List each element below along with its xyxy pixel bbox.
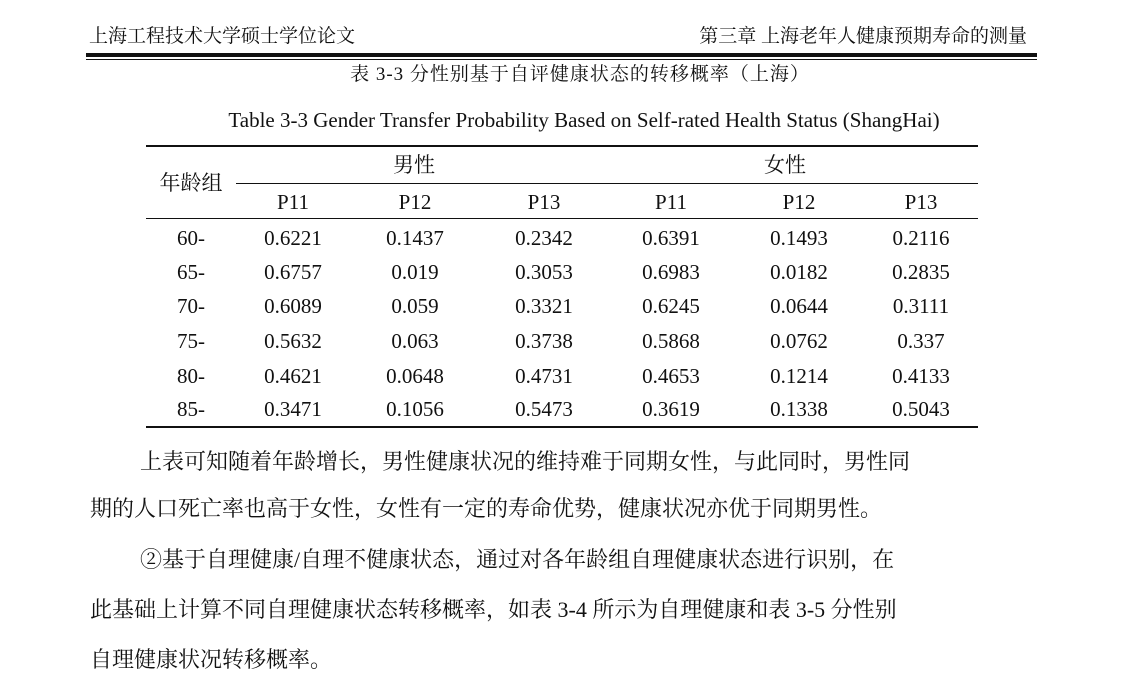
age-cell: 80- [177, 364, 205, 388]
value-cell: 0.6391 [642, 226, 700, 250]
value-cell: 0.2835 [892, 260, 950, 284]
value-cell: 0.5043 [892, 397, 950, 421]
value-cell: 0.4653 [642, 364, 700, 388]
value-cell: 0.019 [391, 260, 439, 284]
value-cell: 0.5632 [264, 329, 322, 353]
body-paragraph-line: 上表可知随着年龄增长，男性健康状况的维持难于同期女性，与此同时，男性同 [140, 449, 911, 474]
table-bottom-rule [146, 426, 978, 428]
value-cell: 0.2342 [515, 226, 573, 250]
value-cell: 0.6221 [264, 226, 322, 250]
value-cell: 0.1214 [770, 364, 828, 388]
row-header-age-group: 年龄组 [159, 171, 223, 195]
group-header-male: 男性 [393, 153, 435, 177]
value-cell: 0.3471 [264, 397, 322, 421]
value-cell: 0.2116 [892, 226, 950, 250]
value-cell: 0.1493 [770, 226, 828, 250]
value-cell: 0.0182 [770, 260, 828, 284]
value-cell: 0.337 [897, 329, 945, 353]
value-cell: 0.6245 [642, 294, 700, 318]
value-cell: 0.5473 [515, 397, 573, 421]
age-cell: 85- [177, 397, 205, 421]
group-rule-female [536, 183, 978, 184]
header-rule-thin [86, 59, 1037, 60]
value-cell: 0.6089 [264, 294, 322, 318]
value-cell: 0.0762 [770, 329, 828, 353]
value-cell: 0.3053 [515, 260, 573, 284]
column-header: P13 [527, 190, 561, 214]
running-header [89, 24, 1037, 50]
value-cell: 0.063 [391, 329, 439, 353]
age-cell: 70- [177, 294, 205, 318]
table-caption-en: Table 3-3 Gender Transfer Probability Based on Self-rated Health Status (ShangHai) [228, 108, 940, 132]
column-header: P13 [904, 190, 938, 214]
value-cell: 0.6983 [642, 260, 700, 284]
table-header-rule [146, 218, 978, 219]
age-cell: 65- [177, 260, 205, 284]
body-paragraph-line: ②基于自理健康/自理不健康状态，通过对各年龄组自理健康状态进行识别，在 [140, 547, 895, 572]
value-cell: 0.4621 [264, 364, 322, 388]
group-rule-male [236, 183, 536, 184]
value-cell: 0.3738 [515, 329, 573, 353]
group-header-female: 女性 [764, 153, 806, 177]
age-cell: 60- [177, 226, 205, 250]
value-cell: 0.4133 [892, 364, 950, 388]
value-cell: 0.059 [391, 294, 439, 318]
value-cell: 0.3321 [515, 294, 573, 318]
header-rule-thick [86, 53, 1037, 57]
table-caption-cn: 表 3-3 分性别基于自评健康状态的转移概率（上海） [350, 64, 810, 85]
body-paragraph-line: 此基础上计算不同自理健康状态转移概率，如表 3-4 所示为自理健康和表 3-5 分性别 [90, 597, 897, 622]
column-header: P12 [782, 190, 816, 214]
header-chapter-title: 第三章 上海老年人健康预期寿命的测量 [699, 26, 1027, 47]
value-cell: 0.1056 [386, 397, 444, 421]
value-cell: 0.3619 [642, 397, 700, 421]
value-cell: 0.0644 [770, 294, 828, 318]
value-cell: 0.6757 [264, 260, 322, 284]
value-cell: 0.3111 [892, 294, 950, 318]
body-paragraph-line: 自理健康状况转移概率。 [90, 647, 333, 672]
value-cell: 0.0648 [386, 364, 444, 388]
value-cell: 0.1437 [386, 226, 444, 250]
value-cell: 0.5868 [642, 329, 700, 353]
column-header: P12 [398, 190, 432, 214]
column-header: P11 [655, 190, 687, 214]
value-cell: 0.4731 [515, 364, 573, 388]
value-cell: 0.1338 [770, 397, 828, 421]
body-paragraph-line: 期的人口死亡率也高于女性，女性有一定的寿命优势，健康状况亦优于同期男性。 [90, 496, 883, 521]
header-thesis-title: 上海工程技术大学硕士学位论文 [89, 26, 356, 47]
age-cell: 75- [177, 329, 205, 353]
column-header: P11 [277, 190, 309, 214]
table-top-rule [146, 145, 978, 147]
